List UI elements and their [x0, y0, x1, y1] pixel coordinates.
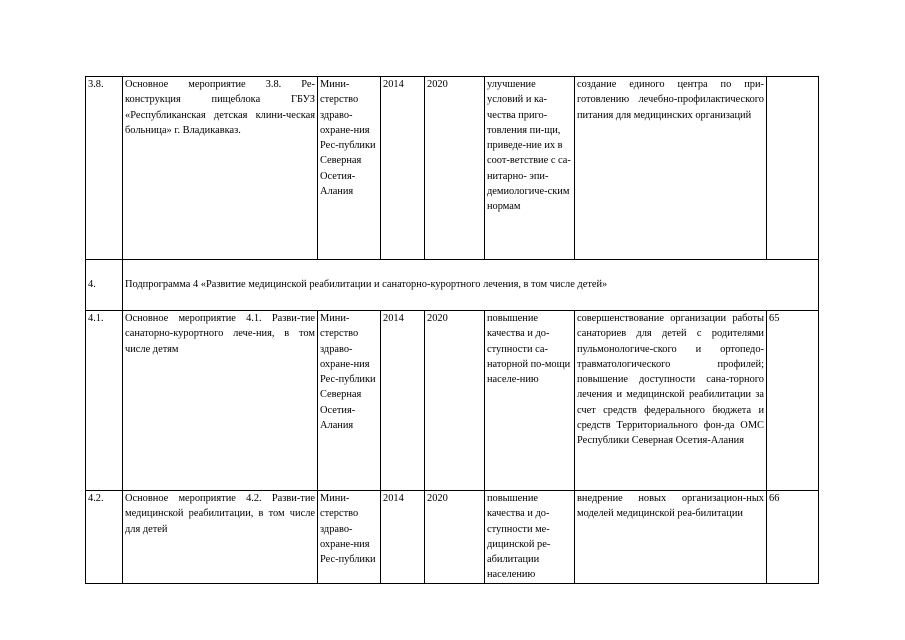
effect: совершенствование организации работы санаториев для детей с родителями пульмонологиче-ского и ортопедо-травматологического профилей; повышение доступности сана-торного лечения и медицинской реабилитации за счет средств федерального бюджета и средств Территориального фон-да ОМС Республики Северная Осетия-Алания — [575, 311, 767, 491]
end-year: 2020 — [425, 491, 485, 584]
event-name: Основное мероприятие 4.2. Разви-тие медицинской реабилитации, в том числе для детей — [123, 491, 318, 584]
subprogram-row — [86, 260, 819, 311]
expected-result: повышение качества и до-ступности ме-дицинской ре-абилитации населению — [485, 491, 575, 584]
table-row — [86, 491, 819, 584]
start-year: 2014 — [381, 77, 425, 260]
page-ref: 65 — [767, 311, 819, 491]
subprogram-number: 4. — [86, 260, 123, 311]
executor: Мини-стерство здраво-охране-ния Рес-публики Северная Осетия-Алания — [318, 77, 381, 260]
effect: внедрение новых организацион-ных моделей медицинской реа-билитации — [575, 491, 767, 584]
start-year: 2014 — [381, 311, 425, 491]
page-ref: 66 — [767, 491, 819, 584]
expected-result: повышение качества и до-ступности са-наторной по-мощи населе-нию — [485, 311, 575, 491]
program-table — [85, 76, 819, 584]
row-number: 4.2. — [86, 491, 123, 584]
table-row — [86, 311, 819, 491]
executor: Мини-стерство здраво-охране-ния Рес-публики Северная Осетия-Алания — [318, 311, 381, 491]
event-name: Основное мероприятие 4.1. Разви-тие санаторно-курортного лече-ния, в том числе детям — [123, 311, 318, 491]
table-row — [86, 77, 819, 260]
end-year: 2020 — [425, 77, 485, 260]
event-name: Основное мероприятие 3.8. Ре-конструкция пищеблока ГБУЗ «Республиканская детская клини-ческая больница» г. Владикавказ. — [123, 77, 318, 260]
end-year: 2020 — [425, 311, 485, 491]
subprogram-title: Подпрограмма 4 «Развитие медицинской реабилитации и санаторно-курортного лечения, в том числе детей» — [123, 260, 819, 311]
expected-result: улучшение условий и ка-чества приго-товления пи-щи, приведе-ние их в соот-ветствие с са-нитарно- эпи-демиологиче-ским нормам — [485, 77, 575, 260]
effect: создание единого центра по при-готовлению лечебно-профилактического питания для медицинских организаций — [575, 77, 767, 260]
start-year: 2014 — [381, 491, 425, 584]
row-number: 3.8. — [86, 77, 123, 260]
page-ref — [767, 77, 819, 260]
executor: Мини-стерство здраво-охране-ния Рес-публики — [318, 491, 381, 584]
row-number: 4.1. — [86, 311, 123, 491]
